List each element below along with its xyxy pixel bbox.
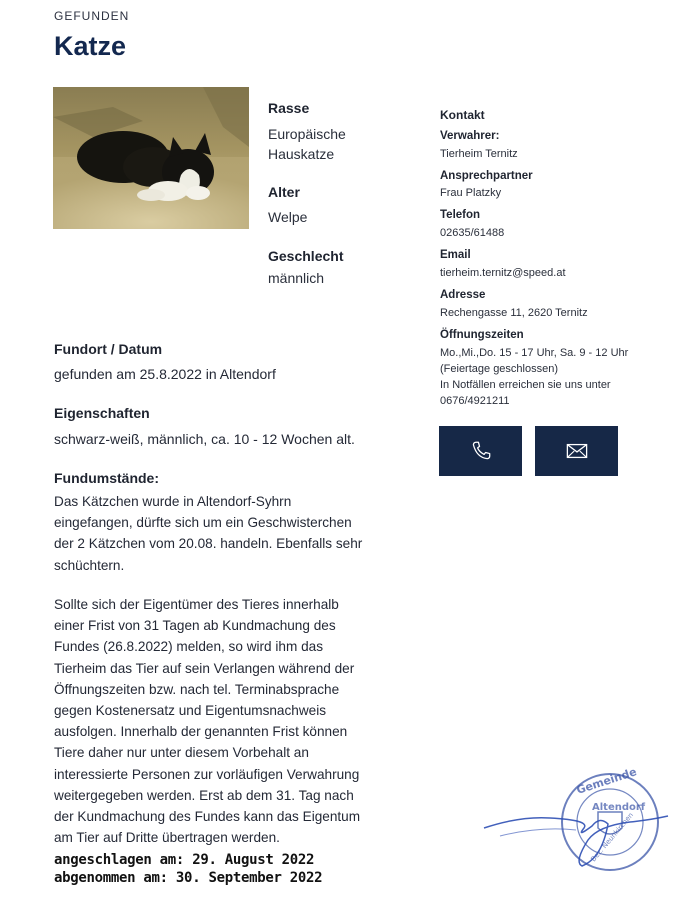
address-value: Rechengasse 11, 2620 Ternitz <box>440 307 588 319</box>
breed-value-line2: Hauskatze <box>268 146 335 162</box>
envelope-icon <box>566 442 588 460</box>
phone-value[interactable]: 02635/61488 <box>440 227 505 239</box>
posted-date: angeschlagen am: 29. August 2022 <box>54 852 315 868</box>
stamp-middle-text: Altendorf <box>592 802 646 813</box>
emergency-phone[interactable]: 0676/4921211 <box>440 395 510 407</box>
category-label: GEFUNDEN <box>54 9 130 23</box>
paragraph-line: Fundes (26.8.2022) melden, so wird ihm das <box>54 639 323 655</box>
paragraph-line: interessierte Personen zur vorläufigen Verwahrung <box>54 766 360 782</box>
opening-hours-line1: Mo.,Mi.,Do. 15 - 17 Uhr, Sa. 9 - 12 Uhr <box>440 347 629 359</box>
sex-label: Geschlecht <box>268 248 344 264</box>
stamp-top-text: Gemeinde <box>574 766 639 797</box>
paragraph-line: Tierheim das Tier auf sein Verlangen während der <box>54 660 355 676</box>
paragraph-line: ausfolgen. Innerhalb der genannten Frist können <box>54 724 348 740</box>
stamp-bottom-text: Bez. Neunkirchen <box>589 811 636 864</box>
breed-label: Rasse <box>268 100 310 116</box>
paragraph-line: der 2 Kätzchen vom 20.08. handeln. Ebenfalls sehr <box>54 536 363 552</box>
age-value: Welpe <box>268 209 308 225</box>
location-date-value: gefunden am 25.8.2022 in Altendorf <box>54 366 276 382</box>
paragraph-line: Sollte sich der Eigentümer des Tieres innerhalb <box>54 597 339 612</box>
paragraph-line: einer Frist von 31 Tagen ab Kundmachung des <box>54 618 336 634</box>
circumstances-paragraph-2 <box>54 594 360 848</box>
paragraph-line: weitergegeben werden. Erst ab dem 31. Tag nach <box>54 787 354 803</box>
email-label: Email <box>440 249 471 261</box>
stamp-seal-graphic <box>480 766 680 878</box>
cat-photo <box>53 87 249 229</box>
phone-label: Telefon <box>440 209 481 221</box>
email-value[interactable]: tierheim.ternitz@speed.at <box>440 267 566 279</box>
paragraph-line: Das Kätzchen wurde in Altendorf-Syhrn <box>54 494 292 509</box>
paragraph-line: eingefangen, dürfte sich um ein Geschwisterchen <box>54 515 352 531</box>
traits-value: schwarz-weiß, männlich, ca. 10 - 12 Wochen alt. <box>54 431 355 447</box>
phone-icon <box>470 440 492 462</box>
call-button[interactable] <box>439 426 522 476</box>
paragraph-line: der Kundmachung des Fundes kann das Eigentum <box>54 809 361 825</box>
paragraph-line: am Tier auf Dritte übertragen werden. <box>54 830 280 846</box>
traits-label: Eigenschaften <box>54 405 150 421</box>
keeper-label: Verwahrer: <box>440 130 500 142</box>
opening-hours-line2: (Feiertage geschlossen) <box>440 363 559 375</box>
contact-heading: Kontakt <box>440 108 485 122</box>
address-label: Adresse <box>440 289 486 301</box>
email-button[interactable] <box>535 426 618 476</box>
paragraph-line: Öffnungszeiten bzw. nach tel. Terminabsprache <box>54 681 340 697</box>
official-stamp <box>480 766 680 878</box>
circumstances-label: Fundumstände: <box>54 470 159 486</box>
page-title: Katze <box>54 31 127 61</box>
opening-hours-label: Öffnungszeiten <box>440 329 524 341</box>
contact-person-label: Ansprechpartner <box>440 170 533 182</box>
sex-value: männlich <box>268 270 325 286</box>
cat-photo-image <box>53 87 249 229</box>
keeper-value: Tierheim Ternitz <box>440 148 518 160</box>
paragraph-line: schüchtern. <box>54 557 125 573</box>
contact-person-value: Frau Platzky <box>440 187 502 199</box>
removal-date: abgenommen am: 30. September 2022 <box>54 870 323 886</box>
paragraph-line: Tiere daher nur unter diesem Vorbehalt an <box>54 745 309 761</box>
opening-hours-line3: In Notfällen erreichen sie uns unter <box>440 379 611 391</box>
paragraph-line: gegen Kostenersatz und Eigentumsnachweis <box>54 703 327 719</box>
circumstances-paragraph-1 <box>54 491 362 576</box>
location-date-label: Fundort / Datum <box>54 341 163 357</box>
breed-value-line1: Europäische <box>268 126 346 142</box>
age-label: Alter <box>268 184 300 200</box>
